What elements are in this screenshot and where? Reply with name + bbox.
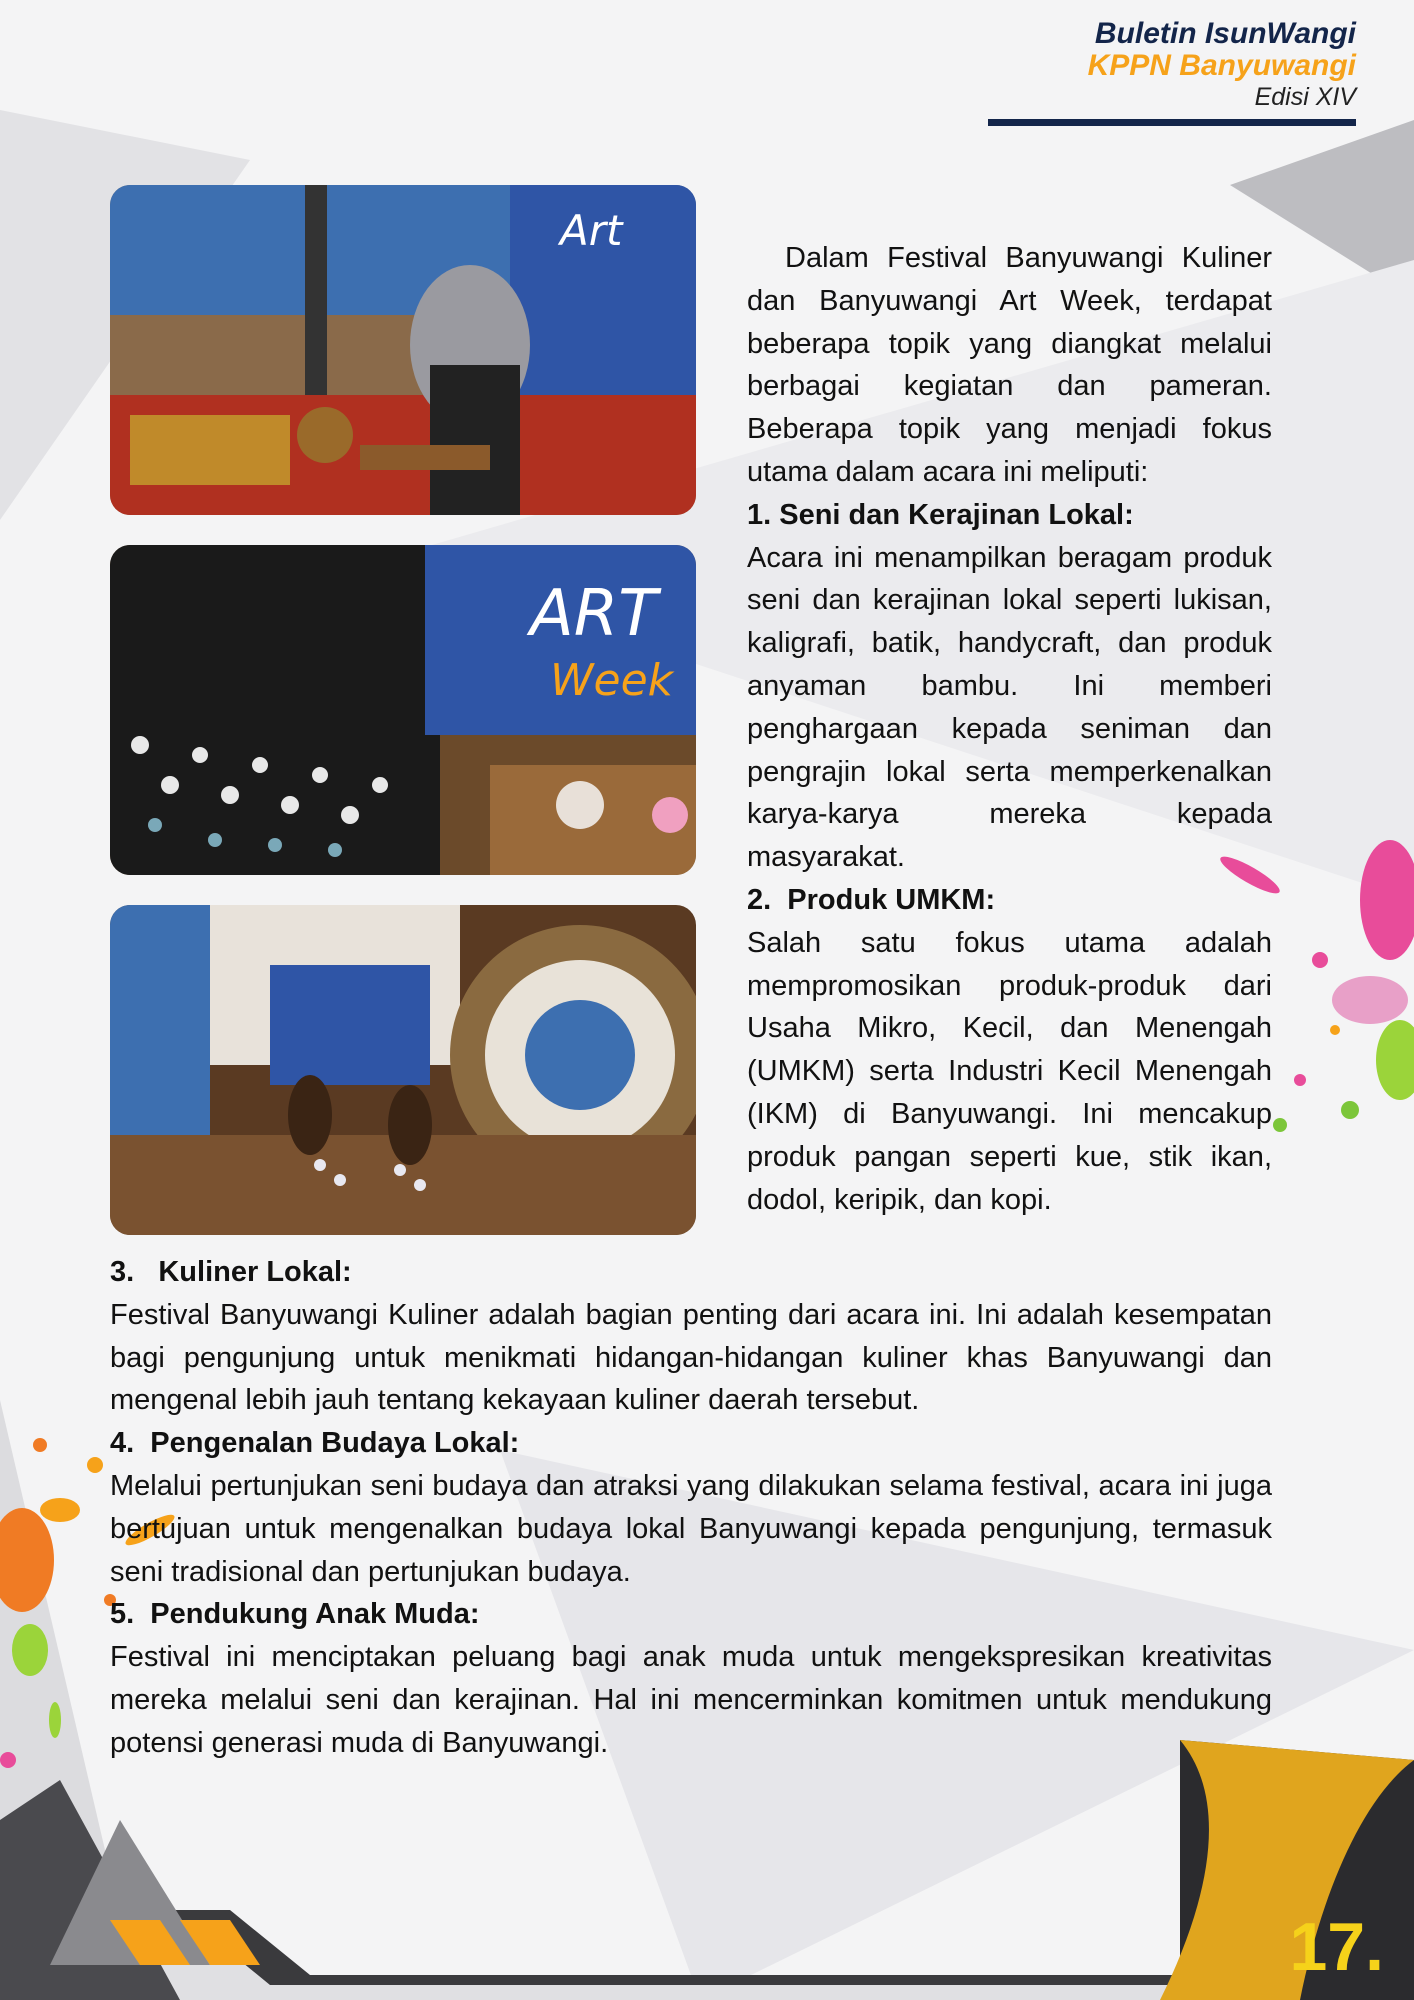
header-rule [988,119,1356,126]
topic-2-body: Salah satu fokus utama adalah mempromosikan produk-produk dari Usaha Mikro, Kecil, dan Menengah (UMKM) serta Industri Kecil Menengah (IKM) di Banyuwangi. Ini mencakup produk pangan seperti kue, stik ikan, dodol, keripik, dan kopi. [747,926,1272,1216]
topic-2-heading: 2. Produk UMKM: [747,883,996,916]
topic-5-heading: 5. Pendukung Anak Muda: [110,1598,480,1631]
photo-necklaces-craft [110,545,696,875]
page-number: 17. [1289,1909,1384,1985]
svg-text:Week: Week [550,655,674,706]
topic-4-body: Melalui pertunjukan seni budaya dan atraksi yang dilakukan selama festival, acara ini juga bertujuan untuk mengenalkan budaya lokal Banyuwangi kepada pengunjung, termasuk seni tradisional dan pertunjukan budaya. [110,1469,1272,1588]
topic-4-heading: 4. Pengenalan Budaya Lokal: [110,1427,520,1460]
photo-speaker-podium [110,185,696,515]
right-column-text [747,237,1272,1221]
intro-paragraph: Dalam Festival Banyuwangi Kuliner dan Banyuwangi Art Week, terdapat beberapa topik yang diangkat melalui berbagai kegiatan dan pameran. Beberapa topik yang menjadi fokus utama dalam acara ini meliputi: [747,242,1272,488]
svg-text:Art: Art [560,206,623,255]
office-name: KPPN Banyuwangi [1087,49,1356,82]
bulletin-header [1088,18,1356,112]
svg-text:ART: ART [530,577,658,651]
bulletin-title: Buletin IsunWangi [1094,17,1356,50]
topic-1-body: Acara ini menampilkan beragam produk seni dan kerajinan lokal seperti lukisan, kaligrafi, batik, handycraft, dan produk anyaman bambu. Ini memberi penghargaan kepada seniman dan pengrajin lokal serta memperkenalkan karya-karya mereka kepada masyarakat. [747,541,1272,874]
topic-3-heading: 3. Kuliner Lokal: [110,1256,352,1288]
edition-label: Edisi XIV [1254,83,1356,111]
topic-1-heading: 1. Seni dan Kerajinan Lokal: [747,498,1134,531]
topic-5-body: Festival ini menciptakan peluang bagi anak muda untuk mengekspresikan kreativitas mereka melalui seni dan kerajinan. Hal ini mencerminkan komitmen untuk mendukung potensi generasi muda di Banyuwangi. [110,1641,1272,1759]
topic-3-body: Festival Banyuwangi Kuliner adalah bagian penting dari acara ini. Ini adalah kesempatan bagi pengunjung untuk menikmati hidangan-hidangan kuliner khas Banyuwangi dan mengenal lebih jauh tentang kekayaan kuliner daerah tersebut. [110,1298,1272,1417]
photo-shell-craft-display [110,905,696,1235]
full-width-text [110,1251,1272,1765]
